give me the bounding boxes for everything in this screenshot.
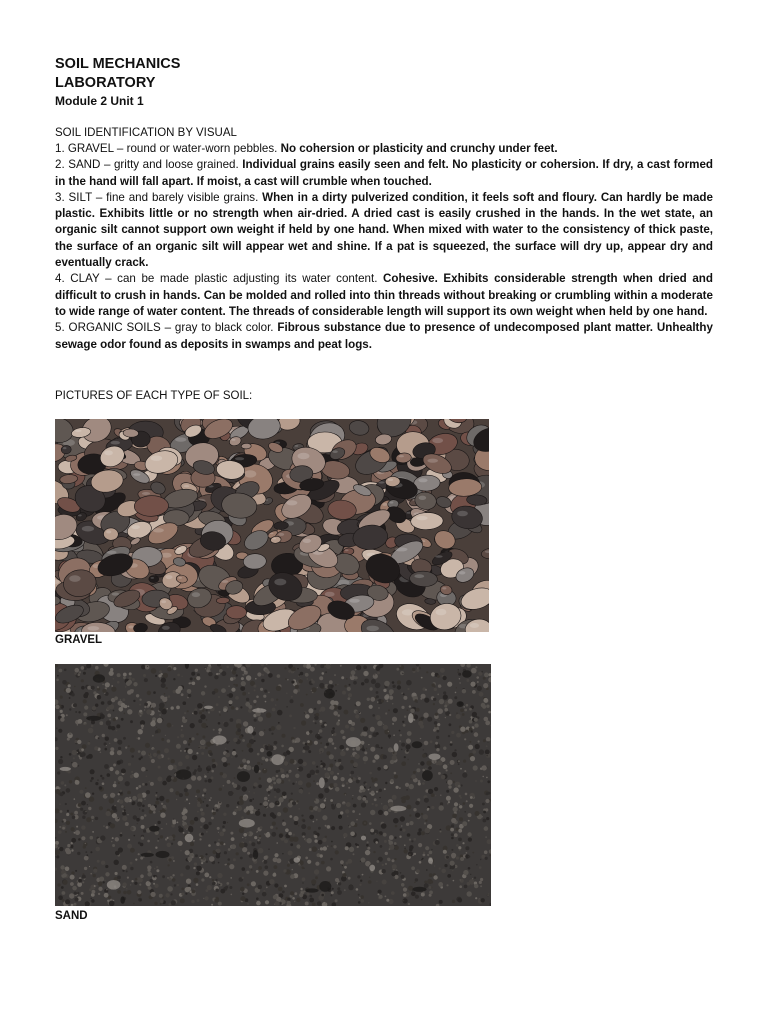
soil-name: ORGANIC SOILS bbox=[68, 321, 161, 335]
soil-name: SILT bbox=[68, 190, 92, 204]
item-lead-text: fine and barely visible grains. bbox=[106, 190, 259, 204]
item-number: 1. bbox=[55, 142, 65, 155]
item-dash: – bbox=[95, 190, 103, 204]
document-title-line-1: SOIL MECHANICS bbox=[55, 56, 181, 72]
document-title-line-2: LABORATORY bbox=[55, 75, 156, 91]
item-description: No cohersion or plasticity and crunchy under feet. bbox=[280, 142, 558, 155]
item-dash: – bbox=[103, 158, 111, 172]
soil-name: GRAVEL bbox=[67, 142, 114, 155]
soil-identification-list bbox=[55, 141, 713, 353]
item-lead-text: gray to black color. bbox=[174, 321, 274, 335]
item-dash: – bbox=[116, 142, 124, 155]
item-description: Cohesive. Exhibits considerable strength when dried and difficult to crush in hands. Can be molded and rolled into thin threads without breaking or crumbling within a moderate to wide range of water content. The threads of considerable length will support its own weight when held by one hand. bbox=[55, 272, 713, 318]
soil-name: SAND bbox=[68, 158, 101, 172]
item-lead-text: round or water-worn pebbles. bbox=[126, 142, 278, 155]
item-number: 4. bbox=[55, 272, 65, 286]
item-number: 3. bbox=[55, 190, 65, 204]
item-description: Fibrous substance due to presence of undecomposed plant matter. Unhealthy sewage odor found as deposits in swamps and peat logs. bbox=[55, 321, 713, 351]
item-lead-text: can be made plastic adjusting its water content. bbox=[117, 272, 378, 286]
sand-caption: SAND bbox=[55, 910, 88, 922]
item-dash: – bbox=[105, 272, 112, 286]
module-label: Module 2 Unit 1 bbox=[55, 94, 144, 108]
item-description: Individual grains easily seen and felt. No plasticity or cohersion. If dry, a cast formed in the hand will fall apart. If moist, a cast will crumble when touched. bbox=[55, 158, 713, 188]
item-number: 2. bbox=[55, 158, 65, 172]
sand-image bbox=[55, 664, 491, 906]
pictures-heading: PICTURES OF EACH TYPE OF SOIL: bbox=[55, 390, 253, 402]
gravel-photo bbox=[55, 419, 489, 632]
item-dash: – bbox=[164, 321, 172, 335]
list-item bbox=[55, 190, 713, 271]
item-number: 5. bbox=[55, 321, 65, 335]
item-description: When in a dirty pulverized condition, it feels soft and floury. Can hardly be made plastic. Exhibits little or no strength when air-dried. A dried cast is easily crushed in the hands. In the wet state, an organic silt cannot support own weight if held by one hand. When mixed with water to the consistency of thick paste, the surface of an organic silt will appear wet and shine. If a pat is squeezed, the surface will dry up, appear dry and eventually crack. bbox=[55, 190, 713, 270]
list-item bbox=[55, 320, 713, 353]
gravel-image bbox=[55, 419, 489, 632]
list-item bbox=[55, 141, 713, 157]
item-lead-text: gritty and loose grained. bbox=[113, 158, 239, 172]
list-item bbox=[55, 271, 713, 320]
list-item bbox=[55, 157, 713, 190]
identification-heading: SOIL IDENTIFICATION BY VISUAL bbox=[55, 127, 237, 139]
sand-photo bbox=[55, 664, 491, 906]
soil-name: CLAY bbox=[70, 272, 100, 286]
gravel-caption: GRAVEL bbox=[55, 634, 103, 646]
